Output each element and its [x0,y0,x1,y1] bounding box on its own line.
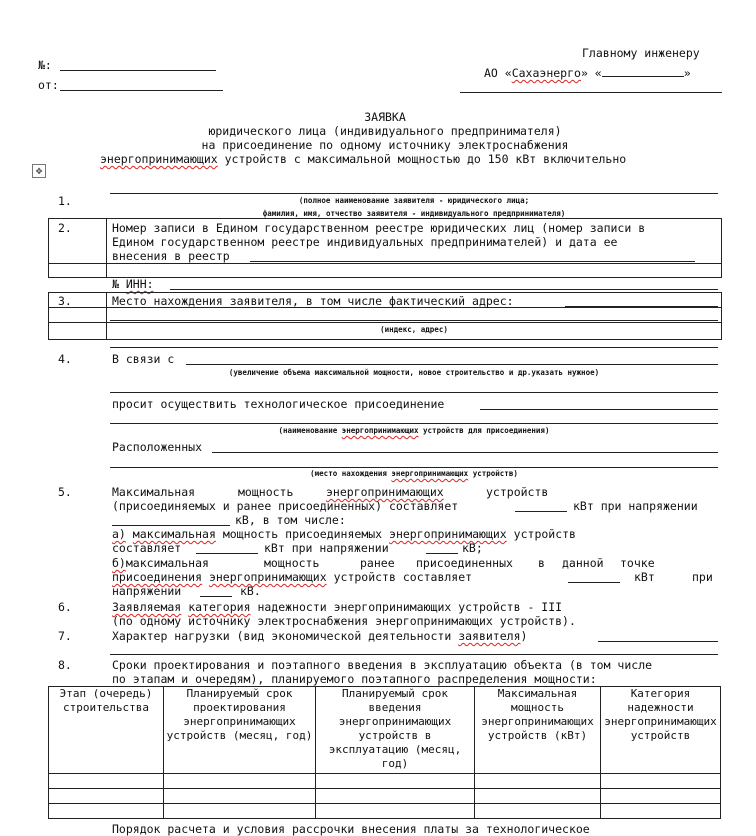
inn-field[interactable] [170,289,718,290]
item-4-hint-1: (увеличение объема максимальной мощности, новое строительство и др.указать нужное) [228,368,600,377]
item-3-hint: (индекс, адрес) [380,325,448,334]
item-3-address-field-2[interactable] [110,320,718,321]
item-5-number: 5. [58,485,72,499]
number-label: №: [38,58,52,72]
item-6-number: 6. [58,600,72,614]
item-8-number: 8. [58,658,72,672]
table-header-max-power: Максимальная мощность энергопринимающих устройств (кВт) [475,687,601,774]
table-move-handle-icon[interactable]: ✥ [32,164,46,178]
inn-label: № ИНН: [112,277,154,291]
item-4-hint-2: (наименование энергопринимающих устройств для присоединения) [278,426,550,435]
recipient-title: Главному инженеру [582,46,700,60]
item-4-reason-field[interactable] [186,364,718,365]
item-5-a-power-field[interactable] [196,553,258,554]
table-header-design-term: Планируемый срок проектирования энергопринимающих устройств (месяц, год) [164,687,316,774]
doc-subtitle-3: энергопринимающих устройств с максимальной мощностью до 150 кВт включительно [100,152,627,166]
item-8-line-2: по этапам и очередям), планируемого поэтапного распределения мощности: [112,672,597,686]
item-1-hint-2: фамилия, имя, отчество заявителя - индивидуального предпринимателя) [262,209,566,218]
recipient-company: АО «Сахаэнерго» « » [484,66,691,80]
doc-title: ЗАЯВКА [364,110,406,124]
recipient-extra-line[interactable] [460,92,722,93]
table-row [49,789,721,804]
table-header-reliability: Категория надежности энергопринимающих устройств [601,687,721,774]
item-5-power-field[interactable] [515,511,567,512]
item-7-line-1: Характер нагрузки (вид экономической деятельности заявителя) [112,629,528,643]
doc-subtitle-1: юридического лица (индивидуального предпринимателя) [208,124,562,138]
item-5-voltage-field[interactable] [112,525,230,526]
date-label: от: [38,78,59,92]
item-5-line-a: а) максимальная мощность присоединяемых энергопринимающих устройств [112,527,576,541]
item-3-address-field[interactable] [565,306,718,307]
item-3-number: 3. [58,294,72,308]
item-4-device-field[interactable] [480,409,718,410]
item-1-number: 1. [58,194,72,208]
item-3-line-1: Место нахождения заявителя, в том числе фактический адрес: [112,294,514,308]
item-1-field[interactable] [110,193,718,194]
number-field[interactable] [60,70,216,71]
date-field[interactable] [60,90,223,91]
item-6-line-2: (по одному источнику электроснабжения энергопринимающих устройств). [112,614,576,628]
item-1-hint-1: (полное наименование заявителя - юридического лица; [298,196,530,205]
item-4-line-2: просит осуществить технологическое присоединение [112,397,445,411]
item-2-registry-field[interactable] [250,261,695,262]
item-8-line-1: Сроки проектирования и поэтапного введения в эксплуатацию объекта (в том числе [112,658,653,672]
item-5-a-voltage-field[interactable] [426,553,458,554]
item-2-line-3: внесения в реестр [112,249,230,263]
stages-table [48,686,721,819]
item-7-load-field[interactable] [598,641,718,642]
item-6-line-1: Заявляемая категория надежности энергопринимающих устройств - III [112,600,563,614]
item-5-b-voltage-field[interactable] [200,596,232,597]
item-4-line-3: Расположенных [112,440,203,454]
item-9-line-1: Порядок расчета и условия рассрочки внесения платы за технологическое [112,822,590,836]
item-7-number: 7. [58,629,72,643]
table-row [49,804,721,819]
table-header-commission-term: Планируемый срок введения энергопринимающих устройств в эксплуатацию (месяц, год) [316,687,475,774]
item-4-number: 4. [58,352,72,366]
item-4-location-field[interactable] [212,452,718,453]
table-header-stage: Этап (очередь) строительства [49,687,164,774]
doc-subtitle-2: на присоединение по одному источнику электроснабжения [201,138,569,152]
item-2-line-2: Едином государственном реестре индивидуальных предпринимателей) и дата ее [112,235,618,249]
item-2-number: 2. [58,221,72,235]
item-2-line-1: Номер записи в Едином государственном реестре юридических лиц (номер записи в [112,221,646,235]
item-4-hint-3: (место нахождения энергопринимающих устройств) [310,469,518,478]
item-4-line-1: В связи с [112,352,175,366]
item-5-line-2: (присоединяемых и ранее присоединенных) составляет [112,499,459,513]
item-5-b-power-field[interactable] [568,582,620,583]
table-row [49,774,721,789]
